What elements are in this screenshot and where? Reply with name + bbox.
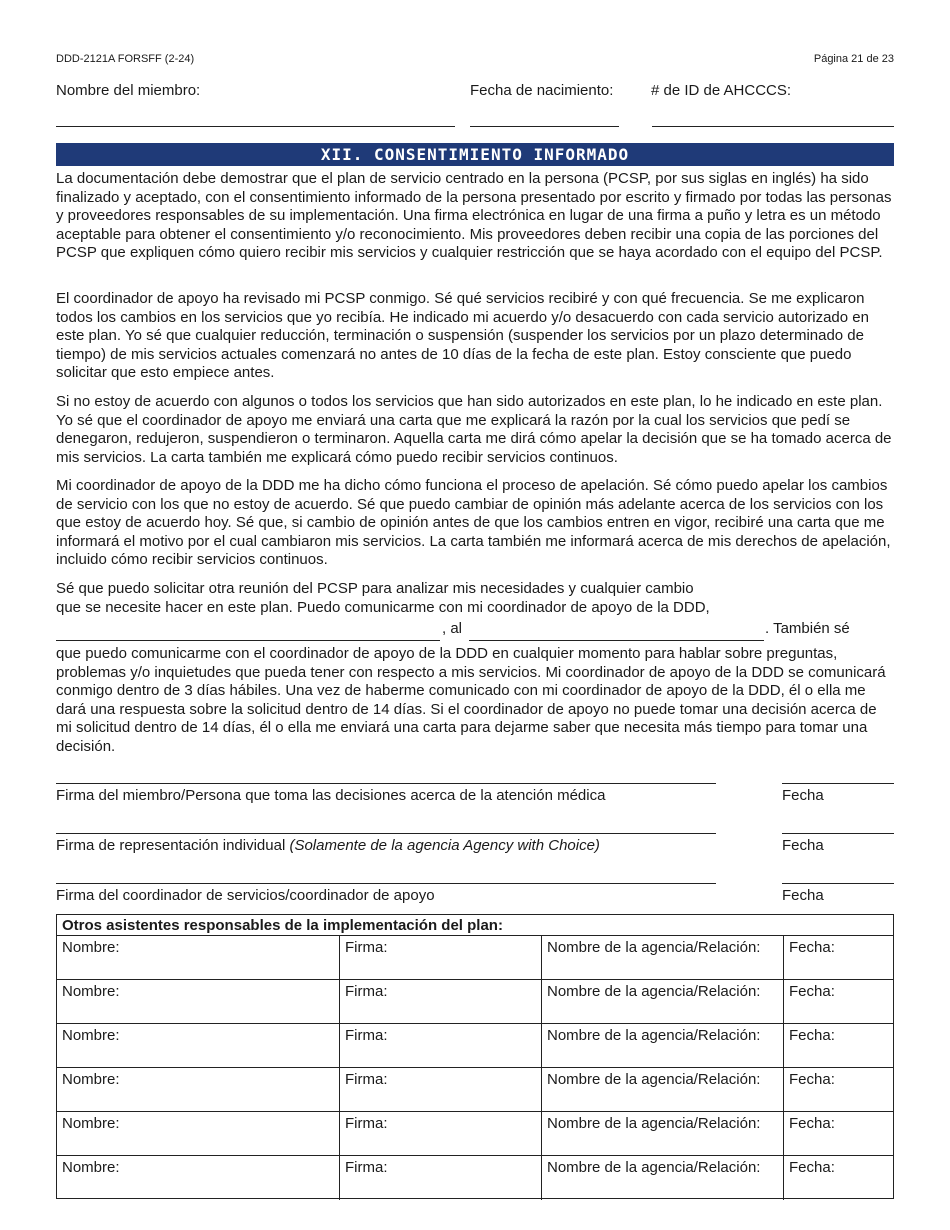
birth-date-label: Fecha de nacimiento:	[470, 82, 614, 99]
attendee-name-cell[interactable]	[57, 1156, 339, 1200]
ahcccs-id-field[interactable]	[652, 126, 894, 127]
representative-note: (Solamente de la agencia Agency with Choice)	[289, 837, 600, 854]
attendee-date-cell[interactable]	[783, 1024, 893, 1068]
representative-signature-field[interactable]	[56, 833, 716, 834]
representative-label-text: Firma de representación individual	[56, 837, 286, 854]
attendee-row	[57, 1112, 893, 1156]
representative-date-label: Fecha	[782, 837, 824, 854]
representative-signature-label	[56, 837, 600, 854]
attendees-table	[56, 914, 894, 1199]
attendee-date-cell[interactable]	[783, 1068, 893, 1112]
page-number: Página 21 de 23	[813, 53, 894, 65]
section-title: XII. CONSENTIMIENTO INFORMADO	[56, 143, 894, 166]
attendee-agency-label: Nombre de la agencia/Relación:	[547, 983, 761, 1000]
attendee-date-cell[interactable]	[783, 980, 893, 1024]
attendee-row	[57, 1024, 893, 1068]
attendees-heading-row	[57, 915, 893, 936]
attendee-signature-cell[interactable]	[339, 1024, 541, 1068]
consent-paragraph-5a: Sé que puedo solicitar otra reunión del PCSP para analizar mis necesidades y cualquier cambio	[56, 580, 694, 597]
attendee-date-label: Fecha:	[789, 939, 835, 956]
attendee-agency-cell[interactable]	[541, 1112, 783, 1156]
member-signature-field[interactable]	[56, 783, 716, 784]
attendee-signature-cell[interactable]	[339, 1156, 541, 1200]
representative-date-field[interactable]	[782, 833, 894, 834]
attendee-name-cell[interactable]	[57, 1024, 339, 1068]
attendee-date-cell[interactable]	[783, 1156, 893, 1200]
attendee-signature-label: Firma:	[345, 1071, 388, 1088]
attendee-name-cell[interactable]	[57, 1112, 339, 1156]
attendee-signature-cell[interactable]	[339, 1112, 541, 1156]
attendee-agency-cell[interactable]	[541, 1068, 783, 1112]
consent-paragraph-5b: que se necesite hacer en este plan. Puedo comunicarme con mi coordinador de apoyo de la DDD,	[56, 599, 710, 616]
member-name-field[interactable]	[56, 126, 455, 127]
member-date-label: Fecha	[782, 787, 824, 804]
attendee-signature-label: Firma:	[345, 1159, 388, 1176]
birth-date-field[interactable]	[470, 126, 619, 127]
member-signature-label: Firma del miembro/Persona que toma las decisiones acerca de la atención médica	[56, 787, 606, 804]
form-id: DDD-2121A FORSFF (2-24)	[56, 53, 195, 65]
attendee-date-cell[interactable]	[783, 936, 893, 980]
member-name-label: Nombre del miembro:	[56, 82, 201, 99]
also-know-text: . También sé	[765, 620, 850, 637]
attendee-row	[57, 1156, 893, 1200]
attendee-name-label: Nombre:	[62, 1159, 120, 1176]
coordinator-date-field[interactable]	[782, 883, 894, 884]
coordinator-phone-field[interactable]	[469, 640, 764, 641]
attendee-signature-cell[interactable]	[339, 980, 541, 1024]
attendee-name-label: Nombre:	[62, 983, 120, 1000]
attendee-row	[57, 936, 893, 980]
attendee-agency-label: Nombre de la agencia/Relación:	[547, 939, 761, 956]
attendee-date-label: Fecha:	[789, 1115, 835, 1132]
attendee-signature-label: Firma:	[345, 1115, 388, 1132]
attendee-name-cell[interactable]	[57, 936, 339, 980]
ahcccs-id-label: # de ID de AHCCCS:	[651, 82, 792, 99]
attendee-signature-cell[interactable]	[339, 1068, 541, 1112]
attendee-date-label: Fecha:	[789, 1071, 835, 1088]
attendee-date-label: Fecha:	[789, 1159, 835, 1176]
attendee-name-label: Nombre:	[62, 939, 120, 956]
attendee-name-cell[interactable]	[57, 980, 339, 1024]
attendee-date-label: Fecha:	[789, 1027, 835, 1044]
member-date-field[interactable]	[782, 783, 894, 784]
coordinator-signature-field[interactable]	[56, 883, 716, 884]
attendee-date-cell[interactable]	[783, 1112, 893, 1156]
attendees-heading: Otros asistentes responsables de la implementación del plan:	[62, 917, 503, 934]
attendee-agency-cell[interactable]	[541, 1024, 783, 1068]
attendee-agency-cell[interactable]	[541, 980, 783, 1024]
attendee-name-label: Nombre:	[62, 1071, 120, 1088]
attendee-agency-label: Nombre de la agencia/Relación:	[547, 1115, 761, 1132]
consent-paragraph-1: La documentación debe demostrar que el plan de servicio centrado en la persona (PCSP, por sus siglas en inglés) ha sido finalizado y aceptado, con el consentimiento informado de la persona presentado por escrito y firmado por todas las personas y proveedores responsables de su implementación. Una firma electrónica en lugar de una firma a puño y letra es un método aceptable para obtener el consentimiento y/o reconocimiento. Mis proveedores deben recibir una copia de las porciones del PCSP que expliquen cómo quiero recibir mis servicios y cualquier restricción que se haya acordado con el equipo del PCSP.	[56, 170, 892, 262]
attendee-signature-label: Firma:	[345, 939, 388, 956]
attendee-name-label: Nombre:	[62, 1027, 120, 1044]
attendee-row	[57, 980, 893, 1024]
attendee-agency-cell[interactable]	[541, 936, 783, 980]
attendee-row	[57, 1068, 893, 1112]
attendee-name-label: Nombre:	[62, 1115, 120, 1132]
attendee-agency-label: Nombre de la agencia/Relación:	[547, 1159, 761, 1176]
attendee-date-label: Fecha:	[789, 983, 835, 1000]
coordinator-at-text: , al	[442, 620, 463, 637]
consent-paragraph-2: El coordinador de apoyo ha revisado mi PCSP conmigo. Sé qué servicios recibiré y con qué frecuencia. Se me explicaron todos los cambios en los servicios que yo recibía. He indicado mi acuerdo y/o desacuerdo con cada servicio autorizado en este plan. Yo sé que cualquier reducción, terminación o suspensión (suspender los servicios por un plazo determinado de tiempo) de mis servicios actuales comenzará no antes de 10 días de la fecha de este plan. Estoy consciente que puedo solicitar que esto empiece antes.	[56, 290, 869, 382]
attendee-signature-cell[interactable]	[339, 936, 541, 980]
attendee-agency-label: Nombre de la agencia/Relación:	[547, 1071, 761, 1088]
coordinator-name-field[interactable]	[56, 640, 440, 641]
attendee-signature-label: Firma:	[345, 983, 388, 1000]
coordinator-signature-label: Firma del coordinador de servicios/coordinador de apoyo	[56, 887, 435, 904]
attendee-agency-cell[interactable]	[541, 1156, 783, 1200]
attendee-name-cell[interactable]	[57, 1068, 339, 1112]
consent-paragraph-3: Si no estoy de acuerdo con algunos o todos los servicios que han sido autorizados en este plan, lo he indicado en este plan. Yo sé que el coordinador de apoyo me enviará una carta que me explicará la razón por la cual los servicios que pedí se denegaron, redujeron, suspendieron o terminaron. Aquella carta me dirá cómo apelar la decisión que se ha tomado acerca de mis servicios. La carta también me explicará cómo puedo recibir servicios continuos.	[56, 393, 892, 466]
attendee-agency-label: Nombre de la agencia/Relación:	[547, 1027, 761, 1044]
consent-paragraph-4: Mi coordinador de apoyo de la DDD me ha dicho cómo funciona el proceso de apelación. Sé cómo puedo apelar los cambios de servicio con los que no estoy de acuerdo. Sé que puedo cambiar de opinión más adelante acerca de los servicios con los que estoy de acuerdo hoy. Sé que, si cambio de opinión antes de que los cambios entren en vigor, recibiré una carta que me informará el motivo por el cual cambiaron mis servicios. La carta también me informará acerca de mis derechos de apelación, incluido cómo recibir servicios continuos.	[56, 477, 891, 569]
coordinator-date-label: Fecha	[782, 887, 824, 904]
consent-paragraph-6: que puedo comunicarme con el coordinador de apoyo de la DDD en cualquier momento para hablar sobre preguntas, problemas y/o inquietudes que pueda tener con respecto a mis servicios. Mi coordinador de apoyo de la DDD se comunicará conmigo dentro de 3 días hábiles. Una vez de haberme comunicado con mi coordinador de apoyo de la DDD, él o ella me dará una respuesta sobre la solicitud dentro de 14 días. Si el coordinador de apoyo no puede tomar una decisión acerca de mi solicitud dentro de 14 días, él o ella me enviará una carta para dejarme saber que necesita más tiempo para tomar una decisión.	[56, 645, 886, 755]
attendee-signature-label: Firma:	[345, 1027, 388, 1044]
